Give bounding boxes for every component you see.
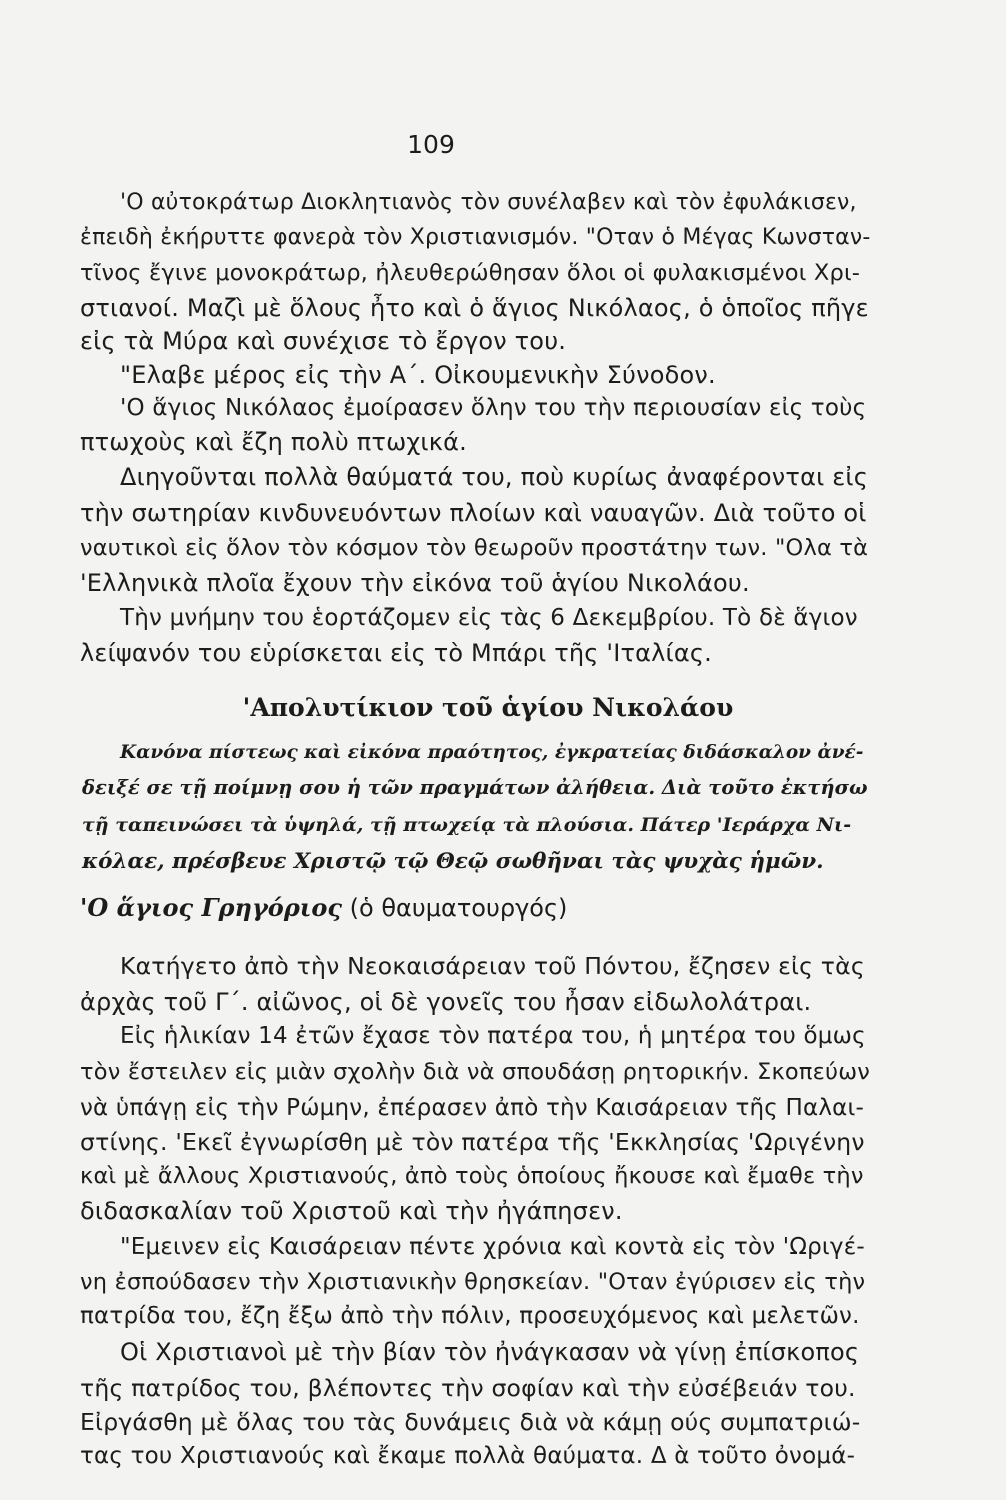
text-line: ἐπειδὴ ἐκήρυττε φανερὰ τὸν Χριστιανισμόν. "Οταν ὁ Μέγας Κωνσταν- bbox=[80, 225, 871, 250]
text-line: τας του Χριστιανούς καὶ ἔκαμε πολλὰ θαύματα. Δ ὰ τοῦτο ὀνομά- bbox=[80, 1443, 856, 1469]
saint-heading bbox=[80, 893, 567, 922]
saint-name: 'Ο ἅγιος Γρηγόριος bbox=[80, 893, 343, 922]
text-line: "Εμεινεν εἰς Καισάρειαν πέντε χρόνια καὶ κοντὰ εἰς τὸν 'Ωριγέ- bbox=[120, 1234, 865, 1260]
text-line: Τὴν μνήμην του ἑορτάζομεν εἰς τὰς 6 Δεκεμβρίου. Τὸ δὲ ἅγιον bbox=[120, 605, 858, 631]
text-line: στιανοί. Μαζὶ μὲ ὅλους ἦτο καὶ ὁ ἅγιος Νικόλαος, ὁ ὁποῖος πῆγε bbox=[80, 294, 869, 322]
text-line: Οἱ Χριστιανοὶ μὲ τὴν βίαν τὸν ἠνάγκασαν νὰ γίνῃ ἐπίσκοπος bbox=[120, 1338, 860, 1366]
text-line: Εἰργάσθη μὲ ὅλας του τὰς δυνάμεις διὰ νὰ κάμῃ ούς συμπατριώ- bbox=[80, 1408, 861, 1436]
text-line: Εἰς ἡλικίαν 14 ἐτῶν ἔχασε τὸν πατέρα του, ἡ μητέρα του ὅμως bbox=[120, 1023, 866, 1049]
text-line: 'Ο αὐτοκράτωρ Διοκλητιανὸς τὸν συνέλαβεν καὶ τὸν ἐφυλάκισεν, bbox=[120, 190, 857, 215]
text-line: τὸν ἔστειλεν εἰς μιὰν σχολὴν διὰ νὰ σπουδάσῃ ρητορικήν. Σκοπεύων bbox=[80, 1059, 871, 1085]
prayer-line: κόλαε, πρέσβευε Χριστῷ τῷ Θεῷ σωθῆναι τὰς ψυχὰς ἡμῶν. bbox=[82, 849, 824, 874]
prayer-line: τῇ ταπεινώσει τὰ ὑψηλά, τῇ πτωχείᾳ τὰ πλούσια. Πάτερ 'Ιεράρχα Νι- bbox=[82, 814, 852, 836]
text-line: πατρίδα του, ἔζη ἔξω ἀπὸ τὴν πόλιν, προσευχόμενος καὶ μελετῶν. bbox=[80, 1303, 860, 1329]
text-line: εἰς τὰ Μύρα καὶ συνέχισε τὸ ἔργον του. bbox=[80, 327, 567, 355]
text-line: νη ἐσπούδασεν τὴν Χριστιανικὴν θρησκείαν. "Οταν ἐγύρισεν εἰς τὴν bbox=[80, 1269, 866, 1295]
section-title: 'Απολυτίκιον τοῦ ἁγίου Νικολάου bbox=[242, 693, 734, 722]
text-line: τῖνος ἔγινε μονοκράτωρ, ἠλευθερώθησαν ὅλοι οἱ φυλακισμένοι Χρι- bbox=[80, 260, 861, 286]
text-line: τῆς πατρίδος του, βλέποντες τὴν σοφίαν καὶ τὴν εὐσέβειάν του. bbox=[80, 1374, 856, 1402]
text-line: τὴν σωτηρίαν κινδυνευόντων πλοίων καὶ ναυαγῶν. Διὰ τοῦτο οἱ bbox=[80, 499, 867, 527]
page-number: 109 bbox=[407, 130, 455, 159]
prayer-line: Κανόνα πίστεως καὶ εἰκόνα πραότητος, ἐγκρατείας διδάσκαλον ἀνέ- bbox=[120, 742, 864, 763]
text-line: Κατήγετο ἀπὸ τὴν Νεοκαισάρειαν τοῦ Πόντου, ἔζησεν εἰς τὰς bbox=[120, 952, 865, 980]
prayer-line: δειξέ σε τῇ ποίμνῃ σου ἡ τῶν πραγμάτων ἀλήθεια. Διὰ τοῦτο ἐκτήσω bbox=[82, 776, 868, 799]
text-line: στίνης. 'Εκεῖ ἐγνωρίσθη μὲ τὸν πατέρα τῆς 'Εκκλησίας 'Ωριγένην bbox=[80, 1128, 865, 1156]
text-line: νὰ ὑπάγῃ εἰς τὴν Ρώμην, ἐπέρασεν ἀπὸ τὴν Καισάρειαν τῆς Παλαι- bbox=[80, 1095, 865, 1121]
text-line: καὶ μὲ ἄλλους Χριστιανούς, ἀπὸ τοὺς ὁποίους ἤκουσε καὶ ἔμαθε τὴν bbox=[80, 1163, 864, 1189]
text-line: "Ελαβε μέρος εἰς τὴν Α΄. Οἰκουμενικὴν Σύνοδον. bbox=[120, 361, 716, 389]
saint-epithet: (ὁ θαυματουργός) bbox=[349, 894, 568, 922]
text-line: ναυτικοὶ εἰς ὅλον τὸν κόσμον τὸν θεωροῦν προστάτην των. "Ολα τὰ bbox=[80, 535, 869, 561]
text-line: διδασκαλίαν τοῦ Χριστοῦ καὶ τὴν ἠγάπησεν. bbox=[80, 1197, 623, 1225]
text-line: 'Ελληνικὰ πλοῖα ἔχουν τὴν εἰκόνα τοῦ ἁγίου Νικολάου. bbox=[80, 569, 750, 597]
text-line: ἀρχὰς τοῦ Γ΄. αἰῶνος, οἱ δὲ γονεῖς του ἦσαν εἰδωλολάτραι. bbox=[80, 988, 812, 1016]
text-line: Διηγοῦνται πολλὰ θαύματά του, ποὺ κυρίως ἀναφέρονται εἰς bbox=[120, 463, 869, 491]
text-line: 'Ο ἅγιος Νικόλαος ἐμοίρασεν ὅλην του τὴν περιουσίαν εἰς τοὺς bbox=[120, 395, 867, 421]
text-line: πτωχοὺς καὶ ἔζη πολὺ πτωχικά. bbox=[80, 428, 467, 456]
text-line: λείψανόν του εὑρίσκεται εἰς τὸ Μπάρι τῆς 'Ιταλίας. bbox=[80, 639, 712, 667]
